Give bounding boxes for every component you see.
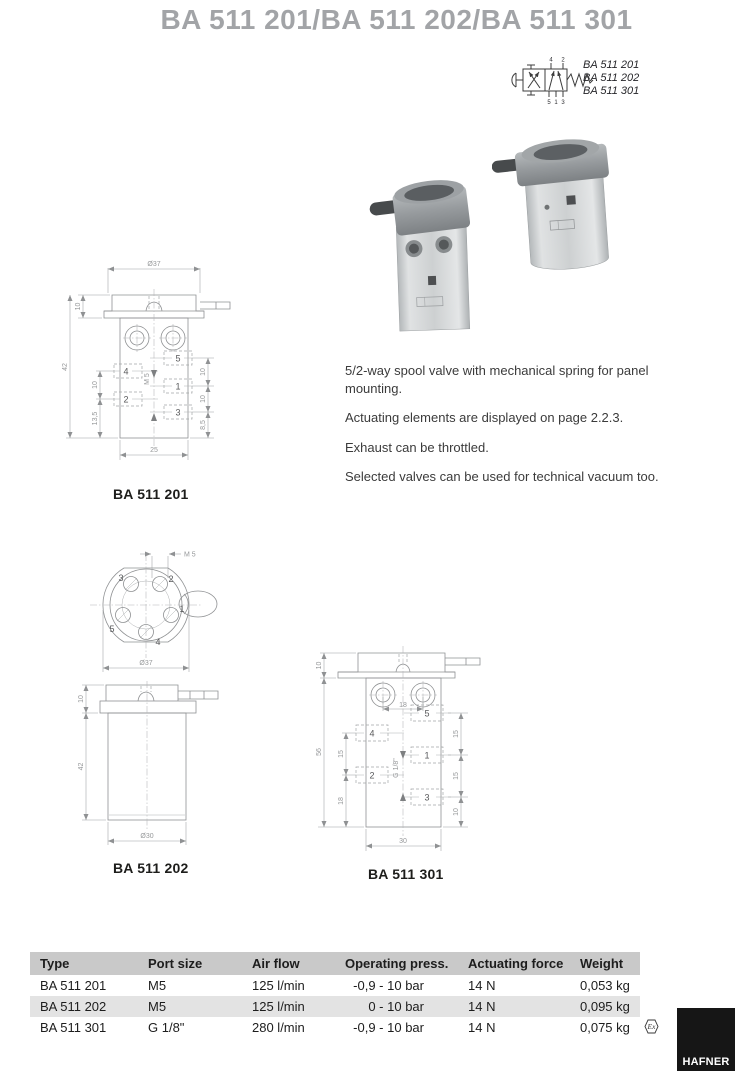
thread-label: G 1/8"	[393, 758, 400, 778]
header-operating-press: Operating press.	[345, 952, 468, 975]
drawing-202top-ports	[109, 573, 184, 647]
product-photo-round-valve	[492, 126, 627, 276]
cell-force: 14 N	[468, 1017, 580, 1038]
port-label-1: 1	[179, 604, 185, 614]
symbol-port-2: 2	[561, 57, 565, 64]
ex-atex-icon	[643, 1018, 660, 1035]
header-type: Type	[30, 952, 148, 975]
variant-label-201: BA 511 201	[583, 59, 640, 71]
panel-lever-outline	[200, 302, 230, 309]
header-port-size: Port size	[148, 952, 252, 975]
dim-body-height: 42	[62, 363, 69, 371]
cell-flow: 125 l/min	[252, 975, 345, 996]
drawing-202side-dimensions	[78, 685, 186, 845]
cell-port: G 1/8"	[148, 1017, 252, 1038]
symbol-port-3: 3	[561, 100, 565, 106]
panel-lever-outline	[445, 658, 480, 665]
variant-label-301: BA 511 301	[583, 85, 640, 97]
manual-override-detail	[566, 195, 576, 205]
port-label-4: 4	[123, 366, 129, 377]
description-paragraph-4: Selected valves can be used for technical vacuum too.	[345, 469, 659, 485]
description-paragraph-1: 5/2-way spool valve with mechanical spring for panel mounting.	[345, 363, 649, 396]
drawing-301-centerline	[393, 646, 406, 836]
product-description	[345, 362, 690, 498]
cell-port: M5	[148, 996, 252, 1017]
dim-right-3: 10	[453, 808, 460, 816]
dim-flange-height: 10	[75, 302, 82, 311]
cell-press: -0,9 - 10 bar	[345, 975, 468, 996]
dim-screw-spacing: 18	[399, 702, 407, 709]
symbol-port-5: 5	[547, 100, 551, 106]
drawing-ba511202-side	[78, 673, 233, 868]
dim-left-1: 15	[338, 750, 345, 758]
symbol-port-1: 1	[554, 100, 558, 106]
symbol-port-4: 4	[549, 57, 553, 64]
dim-flange-height: 10	[316, 661, 323, 670]
drawing-ba511301	[308, 638, 498, 863]
dim-left-2: 18	[338, 797, 345, 805]
dim-right-2: 10	[200, 395, 207, 403]
cell-press: -0,9 - 10 bar	[345, 1017, 468, 1038]
drawing-301-dimensions	[316, 653, 468, 851]
panel-lever-outline	[178, 691, 218, 699]
cell-force: 14 N	[468, 975, 580, 996]
drawing-202top-outline	[90, 551, 217, 658]
header-air-flow: Air flow	[252, 952, 345, 975]
dim-body-height: 56	[316, 748, 323, 756]
description-paragraph-2: Actuating elements are displayed on page 2.2.3.	[345, 410, 624, 426]
spec-table-header-row	[30, 952, 640, 975]
drawing-301-outline	[338, 653, 480, 827]
cell-port: M5	[148, 975, 252, 996]
drawing-201-centerline	[144, 289, 157, 447]
drawing-201-screws	[123, 324, 187, 352]
page-title: BA 511 201/BA 511 202/BA 511 301	[160, 4, 633, 35]
dim-diameter: Ø37	[139, 660, 153, 667]
variant-label-202: BA 511 202	[583, 72, 640, 84]
port-label-1: 1	[175, 381, 181, 392]
dim-right-3: 8,5	[200, 420, 207, 430]
port-label-4: 4	[155, 637, 161, 647]
thread-label: M 5	[144, 373, 151, 385]
dim-body-height: 42	[78, 762, 85, 771]
cell-type: BA 511 301	[30, 1017, 148, 1038]
dim-diameter: Ø30	[140, 833, 154, 840]
port-label-3: 3	[175, 407, 181, 418]
cell-press: 0 - 10 bar	[345, 996, 468, 1017]
dim-right-1: 15	[453, 730, 460, 738]
drawing-caption-301: BA 511 301	[368, 866, 444, 882]
port-label-2: 2	[168, 574, 174, 584]
dim-left-2: 13,5	[92, 411, 99, 426]
brand-name: HAFNER	[682, 1056, 730, 1068]
header-weight: Weight	[580, 952, 640, 975]
dim-diameter: Ø37	[147, 261, 161, 268]
symbol-lines	[512, 63, 593, 97]
drawing-ba511202-top	[78, 540, 243, 690]
table-row-ba511201	[30, 975, 640, 996]
header-actuating-force: Actuating force	[468, 952, 580, 975]
port-label-2: 2	[369, 770, 375, 781]
drawing-201-dimensions	[62, 261, 214, 460]
port-label-5: 5	[424, 708, 430, 719]
port-label-5: 5	[109, 624, 115, 634]
drawing-ba511201	[52, 253, 237, 508]
dim-bottom: 25	[150, 447, 158, 454]
dim-right-1: 10	[200, 368, 207, 376]
photo-body	[396, 225, 470, 331]
cell-force: 14 N	[468, 996, 580, 1017]
port-label-3: 3	[118, 573, 124, 583]
cell-weight: 0,075 kg	[580, 1017, 640, 1038]
brand-logo	[677, 1008, 735, 1071]
port-label-2: 2	[123, 394, 129, 405]
cell-flow: 280 l/min	[252, 1017, 345, 1038]
spec-table	[30, 952, 640, 1038]
port-label-1: 1	[424, 750, 430, 761]
dim-left-1: 10	[92, 381, 99, 389]
cell-weight: 0,095 kg	[580, 996, 640, 1017]
dim-right-2: 15	[453, 772, 460, 780]
thread-label: M 5	[184, 551, 196, 559]
description-paragraph-3: Exhaust can be throttled.	[345, 439, 489, 455]
ex-label: Ex	[647, 1022, 656, 1031]
drawing-202side-outline	[100, 681, 218, 831]
cell-type: BA 511 202	[30, 996, 148, 1017]
cell-flow: 125 l/min	[252, 996, 345, 1017]
dim-flange-height: 10	[78, 695, 85, 703]
product-photo-rect-valve	[368, 148, 490, 333]
photo-body	[525, 173, 609, 271]
port-label-3: 3	[424, 792, 430, 803]
cell-weight: 0,053 kg	[580, 975, 640, 996]
cell-type: BA 511 201	[30, 975, 148, 996]
symbol-variant-labels	[583, 59, 639, 98]
drawing-201-ports	[114, 351, 192, 419]
drawing-caption-202: BA 511 202	[113, 860, 189, 876]
port-label-5: 5	[175, 353, 181, 364]
drawing-caption-201: BA 511 201	[113, 486, 189, 502]
port-label-4: 4	[369, 728, 375, 739]
push-button-actuator-icon	[512, 73, 523, 87]
dim-bottom: 30	[399, 838, 407, 845]
table-row-ba511202	[30, 996, 640, 1017]
table-row-ba511301	[30, 1017, 640, 1038]
manual-override-detail	[428, 276, 436, 285]
